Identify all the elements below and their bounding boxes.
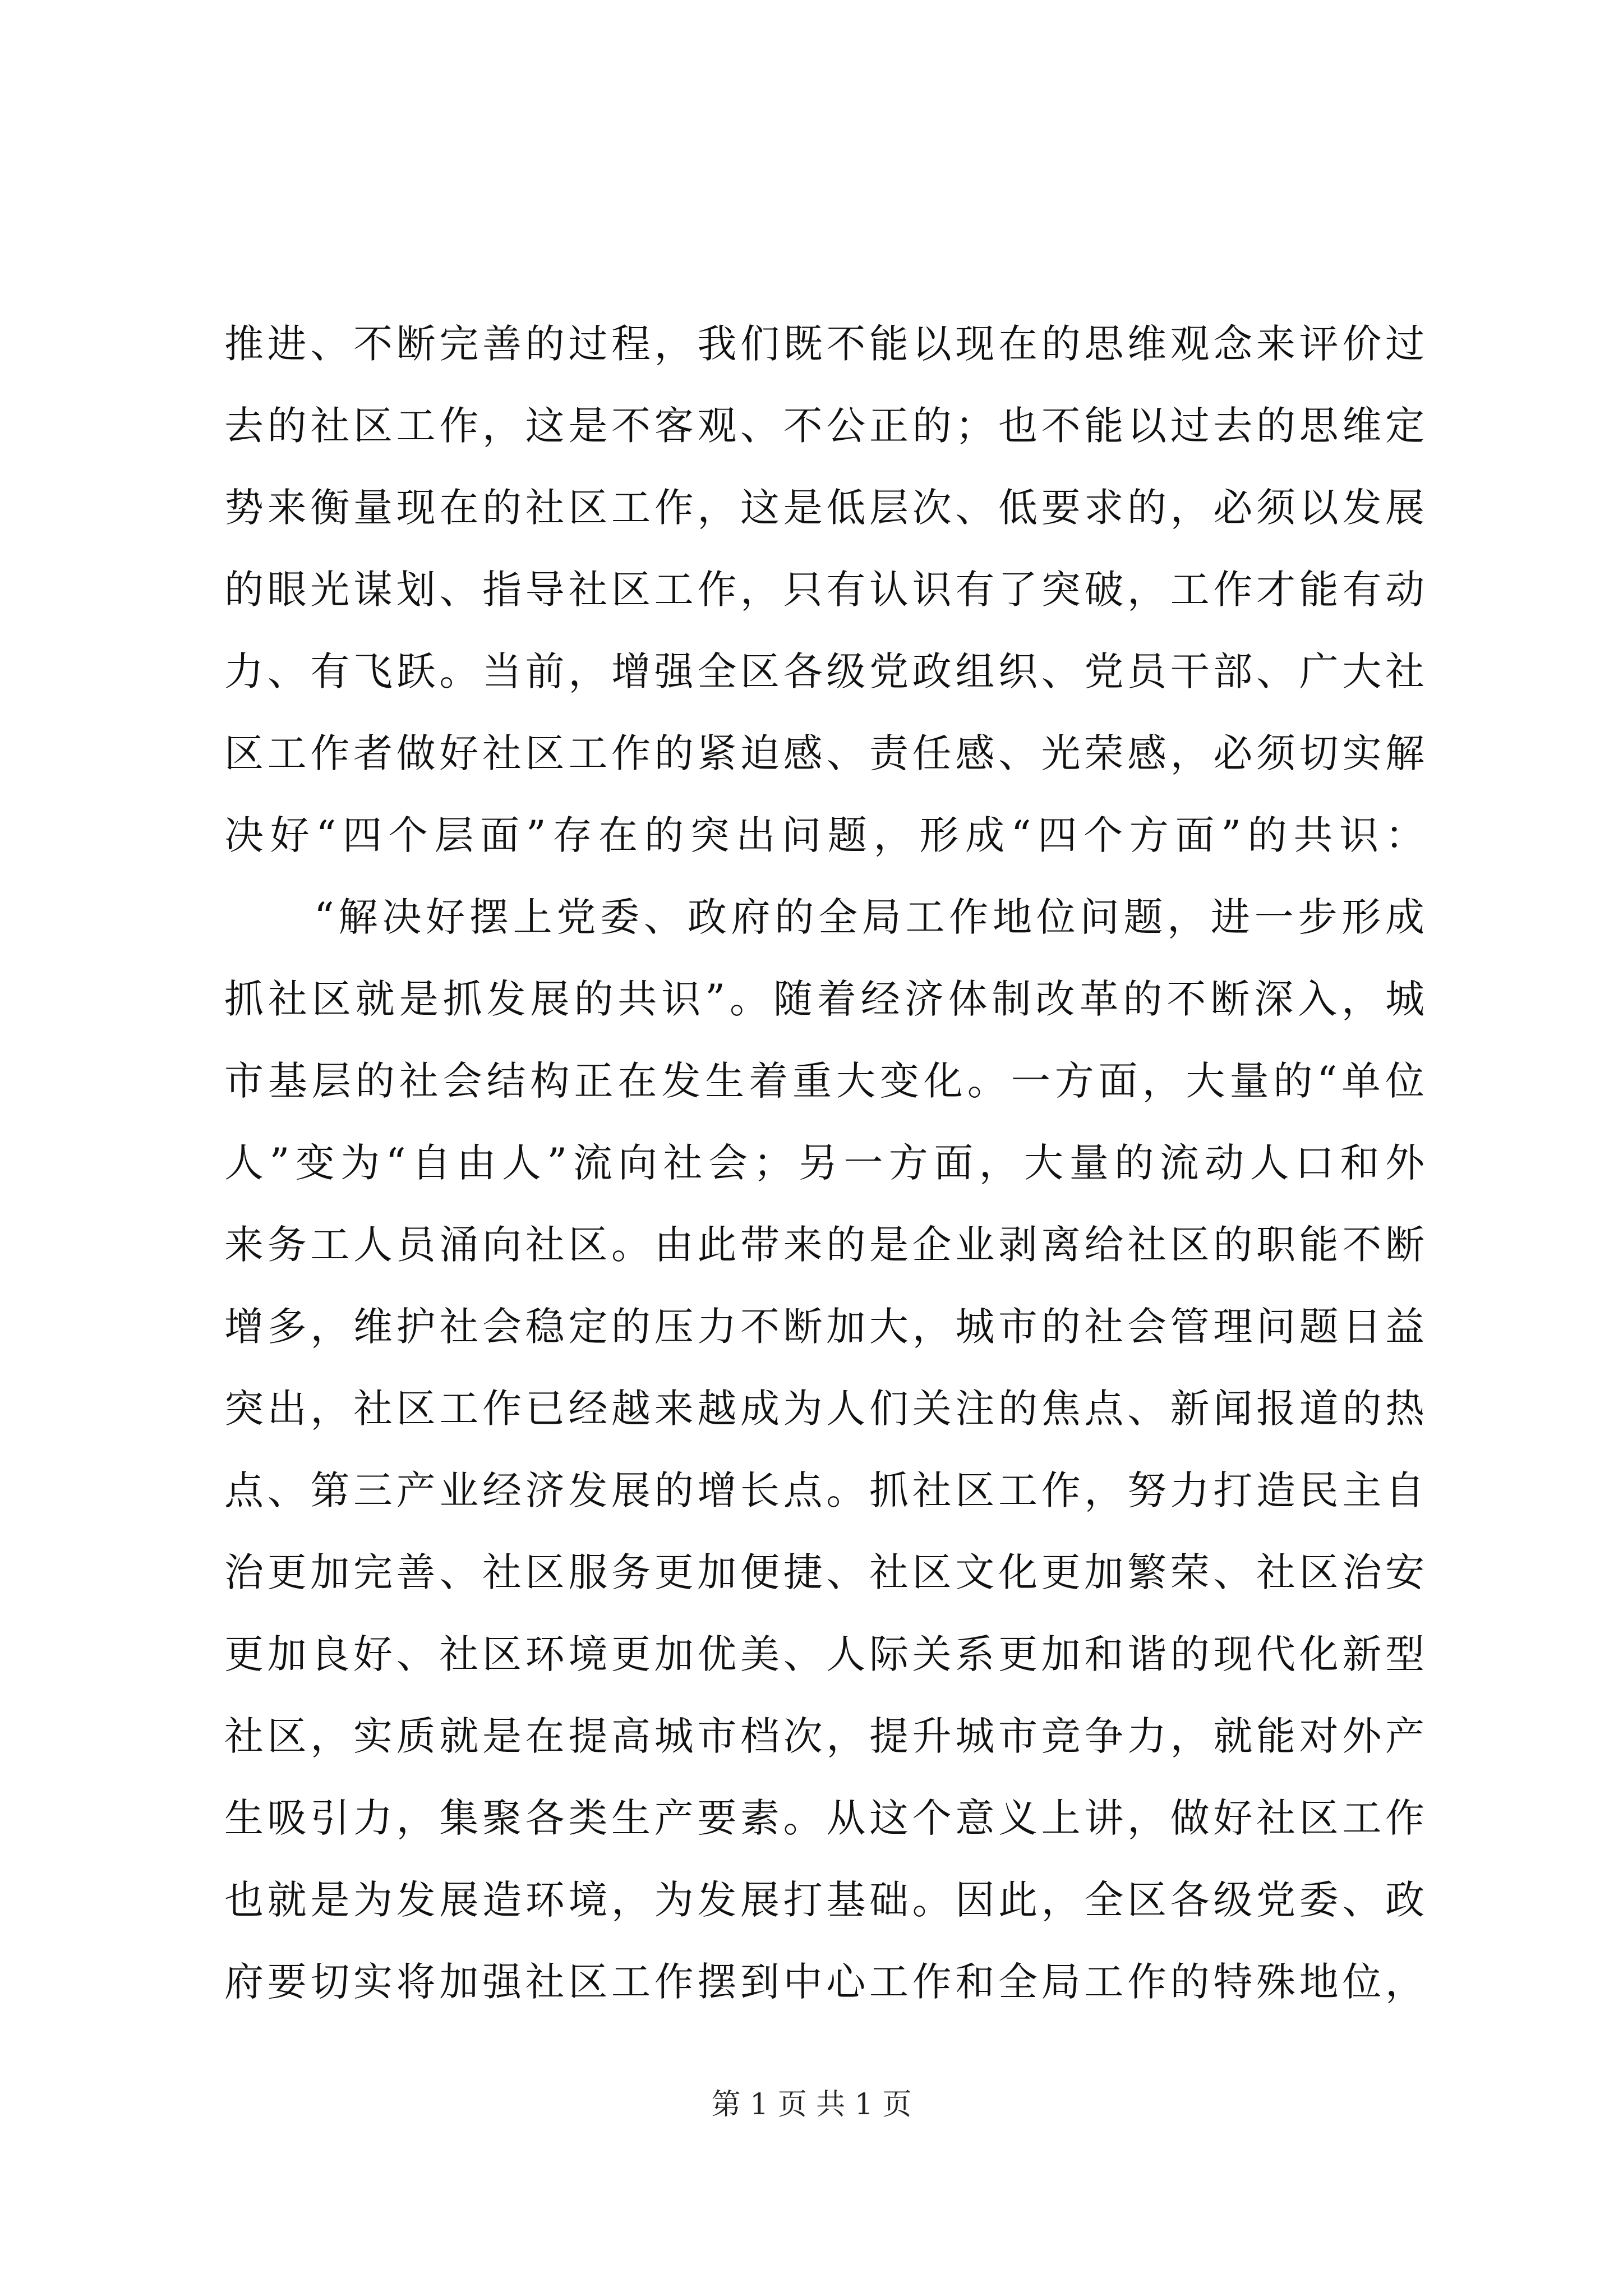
text-line: 区工作者做好社区工作的紧迫感、责任感、光荣感，必须切实解 (224, 730, 1424, 776)
text-line: 点、第三产业经济发展的增长点。抓社区工作，努力打造民主自 (224, 1467, 1424, 1513)
text-line: 社区，实质就是在提高城市档次，提升城市竞争力，就能对外产 (224, 1713, 1424, 1759)
page-number-footer: 第 1 页 共 1 页 (711, 2088, 912, 2122)
text-line: 人”变为“自由人”流向社会；另一方面，大量的流动人口和外 (224, 1140, 1424, 1186)
text-line: 势来衡量现在的社区工作，这是低层次、低要求的，必须以发展 (224, 485, 1424, 531)
text-line: 力、有飞跃。当前，增强全区各级党政组织、党员干部、广大社 (224, 648, 1424, 694)
text-line: 生吸引力，集聚各类生产要素。从这个意义上讲，做好社区工作 (224, 1795, 1424, 1841)
document-body (224, 303, 1424, 2023)
text-line: 更加良好、社区环境更加优美、人际关系更加和谐的现代化新型 (224, 1631, 1424, 1677)
text-line: 来务工人员涌向社区。由此带来的是企业剥离给社区的职能不断 (224, 1222, 1424, 1268)
text-line: 治更加完善、社区服务更加便捷、社区文化更加繁荣、社区治安 (224, 1549, 1424, 1595)
text-line: 的眼光谋划、指导社区工作，只有认识有了突破，工作才能有动 (224, 567, 1424, 613)
text-line: 抓社区就是抓发展的共识”。随着经济体制改革的不断深入，城 (224, 976, 1424, 1022)
paragraph-start-line: “解决好摆上党委、政府的全局工作地位问题，进一步形成 (314, 894, 1424, 940)
text-line: 增多，维护社会稳定的压力不断加大，城市的社会管理问题日益 (224, 1304, 1424, 1350)
text-line: 市基层的社会结构正在发生着重大变化。一方面，大量的“单位 (224, 1058, 1424, 1104)
text-line: 也就是为发展造环境，为发展打基础。因此，全区各级党委、政 (224, 1877, 1424, 1923)
text-line: 决好“四个层面”存在的突出问题，形成“四个方面”的共识： (224, 812, 1424, 858)
text-line: 府要切实将加强社区工作摆到中心工作和全局工作的特殊地位， (224, 1959, 1424, 2005)
text-line: 突出，社区工作已经越来越成为人们关注的焦点、新闻报道的热 (224, 1386, 1424, 1432)
text-line: 推进、不断完善的过程，我们既不能以现在的思维观念来评价过 (224, 321, 1424, 367)
text-line: 去的社区工作，这是不客观、不公正的；也不能以过去的思维定 (224, 403, 1424, 449)
